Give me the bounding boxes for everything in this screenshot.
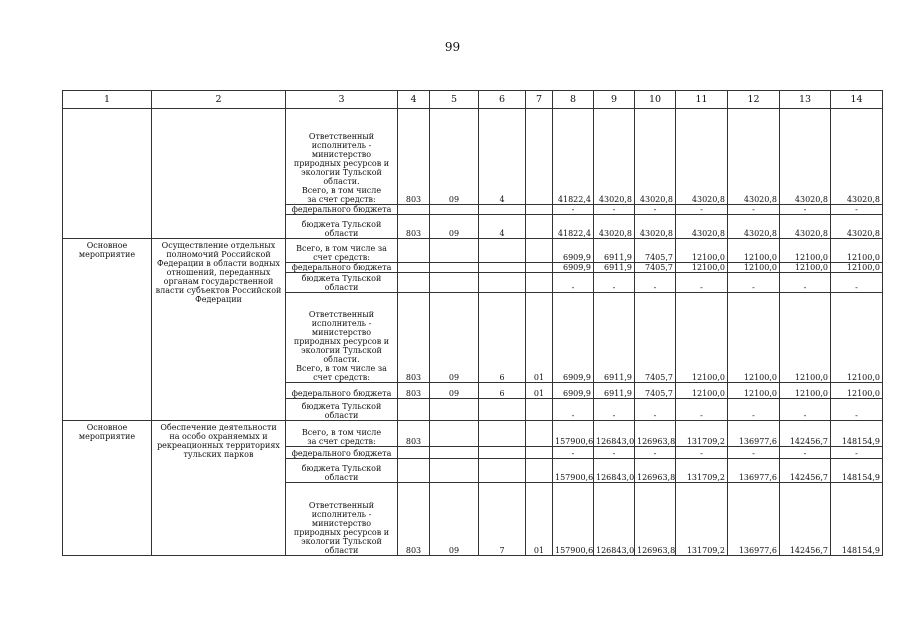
value-cell: 136977,6 <box>728 421 780 447</box>
value-cell: 43020,8 <box>635 215 676 239</box>
value-cell: - <box>676 447 728 459</box>
code-cell: 09 <box>430 215 479 239</box>
row-name-cell <box>152 109 286 239</box>
header-cell: 5 <box>430 91 479 109</box>
value-cell: 126843,0 <box>594 483 635 556</box>
responsible-cell: Ответственный исполнитель - министерство природных ресурсов и экологии Тульской области <box>286 483 398 556</box>
code-cell: 09 <box>430 293 479 383</box>
code-cell: 01 <box>526 483 553 556</box>
value-cell: 43020,8 <box>728 109 780 205</box>
value-cell: - <box>676 273 728 293</box>
code-cell <box>526 215 553 239</box>
value-cell: 131709,2 <box>676 421 728 447</box>
code-cell: 09 <box>430 383 479 399</box>
source-label: федерального бюджета <box>286 263 398 273</box>
row-name-cell: Обеспечение деятельности на особо охраняемых и рекреационных территориях тульских парков <box>152 421 286 556</box>
value-cell: - <box>594 399 635 421</box>
value-cell: - <box>553 273 594 293</box>
value-cell: 6911,9 <box>594 383 635 399</box>
value-cell: 43020,8 <box>728 215 780 239</box>
value-cell: 12100,0 <box>780 239 831 263</box>
value-cell: - <box>780 447 831 459</box>
code-cell: 803 <box>398 421 430 447</box>
value-cell: 12100,0 <box>780 263 831 273</box>
value-cell: - <box>635 205 676 215</box>
code-cell: 803 <box>398 483 430 556</box>
code-cell <box>526 109 553 205</box>
value-cell: 126963,8 <box>635 459 676 483</box>
value-cell: 12100,0 <box>728 263 780 273</box>
value-cell: 43020,8 <box>635 109 676 205</box>
value-cell: - <box>831 399 883 421</box>
value-cell: 148154,9 <box>831 459 883 483</box>
row-type-cell: Основное мероприятие <box>63 421 152 556</box>
value-cell: 12100,0 <box>676 263 728 273</box>
value-cell: 12100,0 <box>831 239 883 263</box>
source-label: федерального бюджета <box>286 205 398 215</box>
value-cell: 136977,6 <box>728 483 780 556</box>
value-cell: 43020,8 <box>780 215 831 239</box>
header-cell: 6 <box>479 91 526 109</box>
value-cell: - <box>728 273 780 293</box>
code-cell: 01 <box>526 383 553 399</box>
value-cell: 7405,7 <box>635 239 676 263</box>
value-cell: - <box>831 447 883 459</box>
value-cell: 157900,6 <box>553 483 594 556</box>
value-cell: - <box>728 447 780 459</box>
header-cell: 8 <box>553 91 594 109</box>
source-label: бюджета Тульской области <box>286 273 398 293</box>
value-cell: 12100,0 <box>780 293 831 383</box>
responsible-cell: Ответственный исполнитель - министерство природных ресурсов и экологии Тульской области. Всего, в том числе за счет средств: <box>286 293 398 383</box>
value-cell: 148154,9 <box>831 421 883 447</box>
value-cell: 12100,0 <box>831 263 883 273</box>
header-cell: 3 <box>286 91 398 109</box>
value-cell: - <box>635 399 676 421</box>
value-cell: 136977,6 <box>728 459 780 483</box>
value-cell: 12100,0 <box>728 293 780 383</box>
value-cell: - <box>594 273 635 293</box>
value-cell: 7405,7 <box>635 263 676 273</box>
code-cell: 803 <box>398 383 430 399</box>
value-cell: 126963,8 <box>635 483 676 556</box>
value-cell: 12100,0 <box>728 239 780 263</box>
value-cell: 43020,8 <box>831 109 883 205</box>
value-cell: 148154,9 <box>831 483 883 556</box>
value-cell: - <box>594 447 635 459</box>
source-label: Всего, в том числе за счет средств: <box>286 239 398 263</box>
value-cell: 43020,8 <box>831 215 883 239</box>
header-cell: 9 <box>594 91 635 109</box>
value-cell: 131709,2 <box>676 459 728 483</box>
code-cell: 803 <box>398 293 430 383</box>
source-label: бюджета Тульской области <box>286 459 398 483</box>
value-cell: - <box>728 205 780 215</box>
table-row <box>63 421 883 447</box>
value-cell: 12100,0 <box>676 293 728 383</box>
value-cell: 6909,9 <box>553 293 594 383</box>
value-cell: - <box>780 273 831 293</box>
table-row <box>63 109 883 205</box>
header-row <box>63 91 883 109</box>
value-cell: 126963,8 <box>635 421 676 447</box>
value-cell: 126843,0 <box>594 459 635 483</box>
code-cell: 4 <box>479 215 526 239</box>
value-cell: 6909,9 <box>553 383 594 399</box>
source-label: бюджета Тульской области <box>286 215 398 239</box>
header-cell: 4 <box>398 91 430 109</box>
header-cell: 13 <box>780 91 831 109</box>
header-cell: 14 <box>831 91 883 109</box>
value-cell: 142456,7 <box>780 459 831 483</box>
value-cell: 6909,9 <box>553 263 594 273</box>
value-cell: - <box>831 273 883 293</box>
code-cell: 7 <box>479 483 526 556</box>
header-cell: 11 <box>676 91 728 109</box>
row-type-cell: Основное мероприятие <box>63 239 152 421</box>
value-cell: 12100,0 <box>831 293 883 383</box>
code-cell: 6 <box>479 383 526 399</box>
value-cell: 131709,2 <box>676 483 728 556</box>
header-cell: 12 <box>728 91 780 109</box>
responsible-cell: Ответственный исполнитель - министерство природных ресурсов и экологии Тульской области. Всего, в том числе за счет средств: <box>286 109 398 205</box>
code-cell: 09 <box>430 483 479 556</box>
value-cell: 7405,7 <box>635 293 676 383</box>
code-cell: 01 <box>526 293 553 383</box>
value-cell: 43020,8 <box>594 215 635 239</box>
budget-table <box>62 90 883 556</box>
code-cell: 6 <box>479 293 526 383</box>
value-cell: 43020,8 <box>676 109 728 205</box>
value-cell: 12100,0 <box>676 383 728 399</box>
value-cell: - <box>553 399 594 421</box>
code-cell: 09 <box>430 109 479 205</box>
value-cell: 43020,8 <box>676 215 728 239</box>
value-cell: 126843,0 <box>594 421 635 447</box>
value-cell: - <box>553 205 594 215</box>
value-cell: 6909,9 <box>553 239 594 263</box>
row-type-cell <box>63 109 152 239</box>
value-cell: 142456,7 <box>780 483 831 556</box>
header-cell: 2 <box>152 91 286 109</box>
value-cell: - <box>635 273 676 293</box>
value-cell: - <box>635 447 676 459</box>
value-cell: - <box>553 447 594 459</box>
code-cell: 803 <box>398 215 430 239</box>
page-number: 99 <box>444 40 461 54</box>
value-cell: - <box>676 399 728 421</box>
value-cell: 12100,0 <box>780 383 831 399</box>
value-cell: 7405,7 <box>635 383 676 399</box>
value-cell: 157900,6 <box>553 459 594 483</box>
value-cell: 41822,4 <box>553 109 594 205</box>
value-cell: 157900,6 <box>553 421 594 447</box>
source-label: федерального бюджета <box>286 383 398 399</box>
value-cell: 6911,9 <box>594 239 635 263</box>
value-cell: 12100,0 <box>728 383 780 399</box>
row-name-cell: Осуществление отдельных полномочий Российской Федерации в области водных отношений, переданных органам государственной власти субъектов Российской Федерации <box>152 239 286 421</box>
header-cell: 1 <box>63 91 152 109</box>
header-cell: 10 <box>635 91 676 109</box>
source-label: Всего, в том числе за счет средств: <box>286 421 398 447</box>
value-cell: - <box>594 205 635 215</box>
value-cell: 41822,4 <box>553 215 594 239</box>
value-cell: 12100,0 <box>676 239 728 263</box>
value-cell: 6911,9 <box>594 293 635 383</box>
value-cell: 142456,7 <box>780 421 831 447</box>
source-label: федерального бюджета <box>286 447 398 459</box>
code-cell: 4 <box>479 109 526 205</box>
value-cell: 12100,0 <box>831 383 883 399</box>
value-cell: - <box>728 399 780 421</box>
header-cell: 7 <box>526 91 553 109</box>
value-cell: - <box>676 205 728 215</box>
value-cell: 43020,8 <box>594 109 635 205</box>
value-cell: - <box>780 399 831 421</box>
value-cell: 43020,8 <box>780 109 831 205</box>
table-row <box>63 239 883 263</box>
source-label: бюджета Тульской области <box>286 399 398 421</box>
value-cell: 6911,9 <box>594 263 635 273</box>
value-cell: - <box>831 205 883 215</box>
code-cell: 803 <box>398 109 430 205</box>
value-cell: - <box>780 205 831 215</box>
